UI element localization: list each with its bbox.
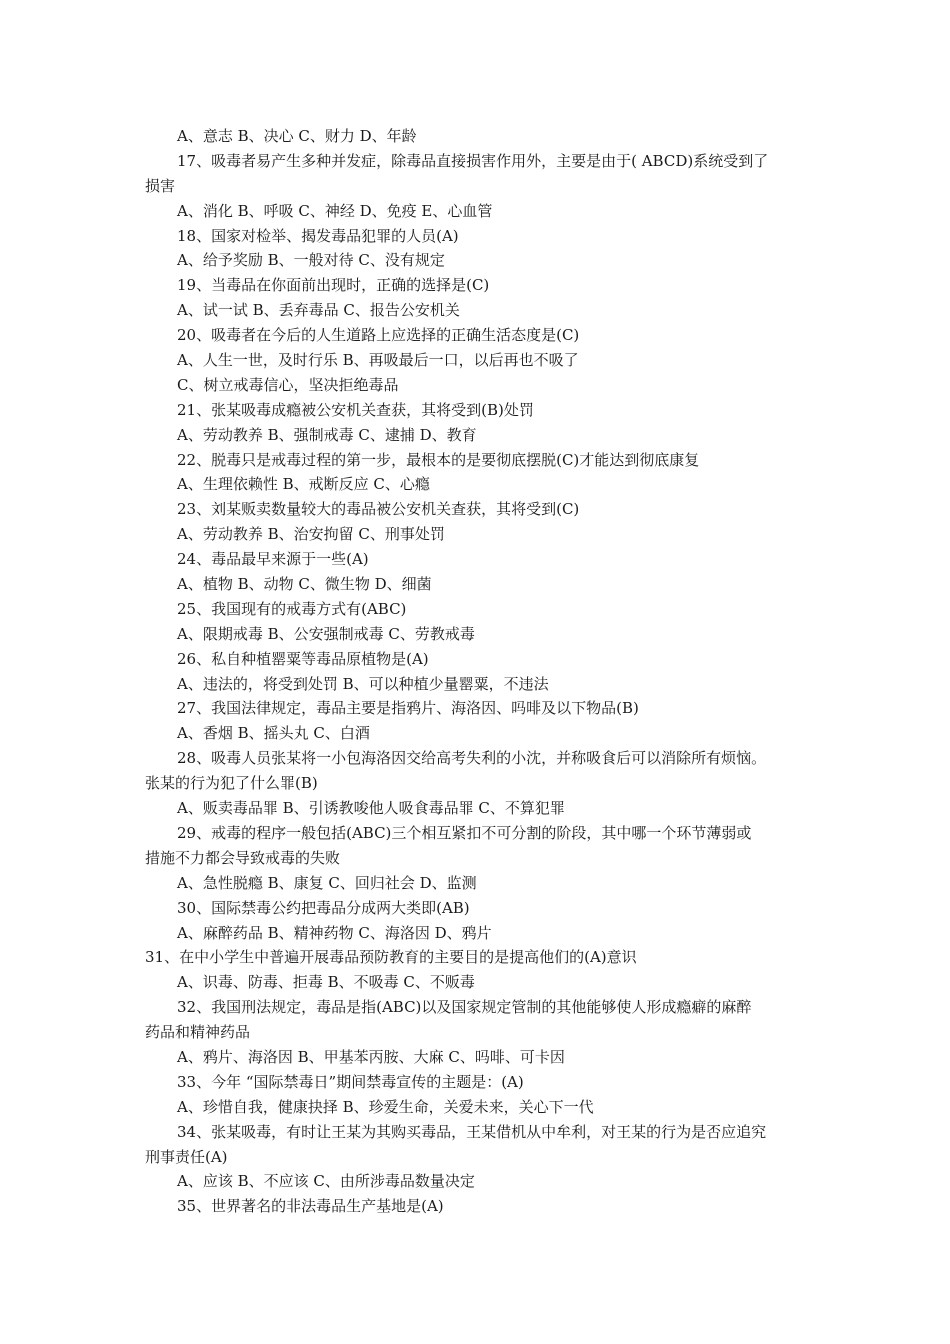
text-line: A、珍惜自我，健康抉择 B、珍爱生命，关爱未来，关心下一代 [177,1097,594,1116]
text-line: A、给予奖励 B、一般对待 C、没有规定 [177,251,445,270]
text-line: A、植物 B、动物 C、微生物 D、细菌 [177,575,432,594]
text-line: 18、国家对检举、揭发毒品犯罪的人员(A) [177,226,459,245]
text-line: A、贩卖毒品罪 B、引诱教唆他人吸食毒品罪 C、不算犯罪 [177,799,565,818]
text-line: 32、我国刑法规定，毒品是指(ABC)以及国家规定管制的其他能够使人形成瘾癖的麻醉 [177,998,752,1017]
text-line: 措施不力都会导致戒毒的失败 [145,848,341,867]
text-line: A、劳动教养 B、强制戒毒 C、逮捕 D、教育 [177,425,477,444]
text-line: 27、我国法律规定，毒品主要是指鸦片、海洛因、吗啡及以下物品(B) [177,699,639,718]
text-line: A、劳动教养 B、治安拘留 C、刑事处罚 [177,525,445,544]
text-line: 22、脱毒只是戒毒过程的第一步，最根本的是要彻底摆脱(C)才能达到彻底康复 [177,450,700,469]
text-line: 刑事责任(A) [145,1147,228,1166]
text-line: 药品和精神药品 [145,1023,251,1042]
text-line: A、试一试 B、丢弃毒品 C、报告公安机关 [177,301,460,320]
text-line: 31、在中小学生中普遍开展毒品预防教育的主要目的是提高他们的(A)意识 [145,948,637,967]
text-line: A、生理依赖性 B、戒断反应 C、心瘾 [177,475,430,494]
text-line: A、识毒、防毒、拒毒 B、不吸毒 C、不贩毒 [177,973,475,992]
text-line: A、限期戒毒 B、公安强制戒毒 C、劳教戒毒 [177,624,475,643]
text-line: 张某的行为犯了什么罪(B) [145,774,318,793]
text-line: 21、张某吸毒成瘾被公安机关查获，其将受到(B)处罚 [177,400,534,419]
text-line: A、应该 B、不应该 C、由所涉毒品数量决定 [177,1172,475,1191]
text-line: A、违法的，将受到处罚 B、可以种植少量罂粟，不违法 [177,674,549,693]
text-line: A、意志 B、决心 C、财力 D、年龄 [177,127,417,145]
text-line: 26、私自种植罂粟等毒品原植物是(A) [177,649,429,668]
text-line: 损害 [145,176,176,195]
text-line: 19、当毒品在你面前出现时，正确的选择是(C) [177,276,490,295]
text-line: C、树立戒毒信心，坚决拒绝毒品 [177,375,399,394]
text-line: 34、张某吸毒，有时让王某为其购买毒品，王某借机从中牟利，对王某的行为是否应追究 [177,1122,767,1141]
text-line: A、麻醉药品 B、精神药物 C、海洛因 D、鸦片 [177,923,492,942]
text-line: A、消化 B、呼吸 C、神经 D、免疫 E、心血管 [177,201,493,220]
text-line: 35、世界著名的非法毒品生产基地是(A) [177,1197,444,1216]
text-line: 30、国际禁毒公约把毒品分成两大类即(AB) [177,898,470,917]
text-line: A、香烟 B、摇头丸 C、白酒 [177,724,370,743]
text-line: 29、戒毒的程序一般包括(ABC)三个相互紧扣不可分割的阶段，其中哪一个环节薄弱或 [177,823,752,842]
document-body [145,124,815,1219]
text-line: 24、毒品最早来源于一些(A) [177,550,369,569]
text-line: A、鸦片、海洛因 B、甲基苯丙胺、大麻 C、吗啡、可卡因 [177,1047,565,1066]
text-line: A、人生一世，及时行乐 B、再吸最后一口，以后再也不吸了 [177,351,579,370]
text-line: 20、吸毒者在今后的人生道路上应选择的正确生活态度是(C) [177,326,580,345]
text-line: A、急性脱瘾 B、康复 C、回归社会 D、监测 [177,873,477,892]
text-line: 23、刘某贩卖数量较大的毒品被公安机关查获，其将受到(C) [177,500,580,519]
text-line: 33、今年 “国际禁毒日”期间禁毒宣传的主题是：(A) [177,1072,524,1091]
text-line: 25、我国现有的戒毒方式有(ABC) [177,599,407,618]
text-line: 17、吸毒者易产生多种并发症，除毒品直接损害作用外，主要是由于( ABCD)系统受到了 [177,151,769,170]
text-line: 28、吸毒人员张某将一小包海洛因交给高考失利的小沈，并称吸食后可以消除所有烦恼。 [177,749,767,768]
